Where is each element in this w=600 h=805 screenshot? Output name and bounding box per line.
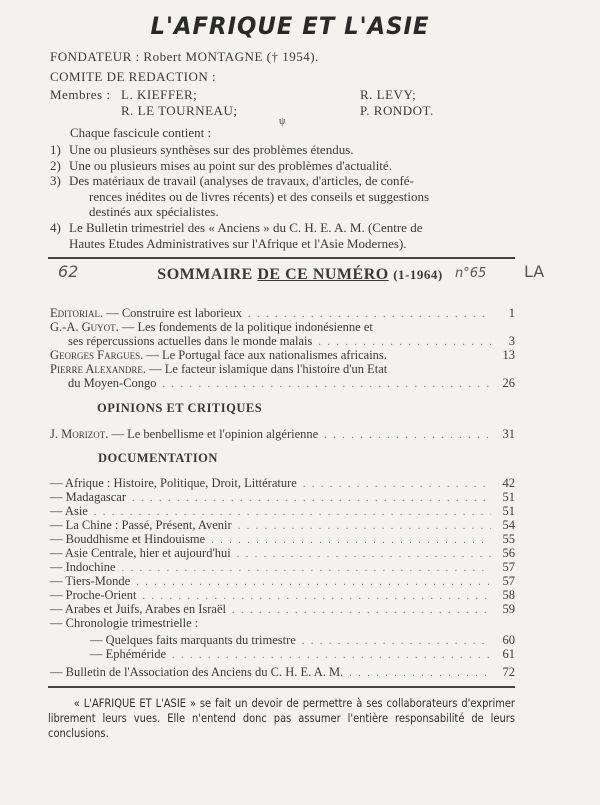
dot-leader xyxy=(303,478,491,492)
section-heading-documentation: DOCUMENTATION xyxy=(98,451,218,465)
issue-number: (1-1964) xyxy=(393,267,443,282)
handwritten-note: LA xyxy=(524,262,545,281)
toc-entry[interactable] xyxy=(50,306,515,320)
list-item xyxy=(50,220,515,251)
item-text: Des matériaux de travail (analyses de travaux, d'articles, de confé- xyxy=(69,173,414,189)
dot-leader xyxy=(237,548,491,562)
author: Georges Fargues. xyxy=(50,348,144,362)
divider xyxy=(48,686,515,688)
summary-title-b: DE CE NUMÉRO xyxy=(257,266,389,283)
toc-entry-continued xyxy=(50,334,515,348)
article-title: — Tiers-Monde xyxy=(50,574,131,588)
toc-entry[interactable] xyxy=(50,574,515,588)
member: L. KIEFFER; xyxy=(121,87,198,102)
page-number: 51 xyxy=(502,504,515,518)
author: J. Morizot. xyxy=(50,427,109,441)
page-number: 51 xyxy=(502,490,515,504)
toc-entry[interactable] xyxy=(50,647,515,665)
article-title: — La Chine : Passé, Présent, Avenir xyxy=(50,518,232,532)
member: R. LE TOURNEAU; xyxy=(121,103,238,118)
page-number: 31 xyxy=(502,427,515,441)
page-number: 3 xyxy=(508,334,515,348)
page-number: 57 xyxy=(502,560,515,574)
item-number: 2) xyxy=(50,157,61,173)
toc-entry[interactable] xyxy=(50,490,515,504)
article-title: — Quelques faits marquants du trimestre xyxy=(90,633,296,647)
page-number: 72 xyxy=(502,665,515,679)
article-title: — Indochine xyxy=(50,560,116,574)
toc-entry[interactable] xyxy=(50,504,515,518)
page-number: 26 xyxy=(502,376,515,390)
toc-entry[interactable] xyxy=(50,532,515,546)
dot-leader xyxy=(122,562,491,576)
page-number: 55 xyxy=(502,532,515,546)
member: R. LEVY; xyxy=(360,87,417,102)
committee-label: COMITE DE REDACTION : xyxy=(50,69,217,84)
article-title: — Arabes et Juifs, Arabes en Israël xyxy=(50,602,226,616)
member: P. RONDOT. xyxy=(360,103,434,118)
article-title: — Le benbellisme et l'opinion algérienne xyxy=(111,427,319,441)
toc-entry[interactable] xyxy=(50,665,515,679)
page-number: 54 xyxy=(502,518,515,532)
item-number: 4) xyxy=(50,219,61,235)
contents-heading: Chaque fascicule contient : xyxy=(70,125,212,140)
page-number: 13 xyxy=(502,348,515,362)
page-number: 61 xyxy=(502,647,515,661)
article-title: — Ephéméride xyxy=(90,647,167,661)
founder-name: Robert MONTAGNE († 1954). xyxy=(143,49,319,64)
toc-entry[interactable] xyxy=(50,633,515,647)
page-number: 60 xyxy=(502,633,515,647)
opinions-list xyxy=(50,427,515,441)
item-number: 1) xyxy=(50,142,61,157)
dot-leader xyxy=(172,649,491,663)
article-title: — Asie Centrale, hier et aujourd'hui xyxy=(50,546,231,560)
toc-entry-continued xyxy=(50,376,515,392)
list-item xyxy=(50,173,515,220)
author: Pierre Alexandre. xyxy=(50,362,147,376)
toc-entry[interactable] xyxy=(50,348,515,362)
dot-leader xyxy=(302,635,491,649)
article-title: ses répercussions actuelles dans le monde malais xyxy=(68,334,313,348)
dot-leader xyxy=(324,429,491,443)
toc-entry[interactable] xyxy=(50,602,515,616)
toc-entry[interactable] xyxy=(50,476,515,490)
page-number: 57 xyxy=(502,574,515,588)
article-title: — Madagascar xyxy=(50,490,127,504)
item-text: Hautes Etudes Administratives sur l'Afrique et l'Asie Modernes). xyxy=(69,235,407,251)
article-title: — Le facteur islamique dans l'histoire d'un Etat xyxy=(149,362,388,376)
toc-entry[interactable] xyxy=(50,588,515,602)
ornament: ψ xyxy=(279,116,286,127)
toc-entry[interactable] xyxy=(50,546,515,560)
members-label: Membres : xyxy=(50,87,111,102)
article-title: — Afrique : Histoire, Politique, Droit, Littérature xyxy=(50,476,297,490)
journal-title: L'AFRIQUE ET L'ASIE xyxy=(150,12,430,40)
page-number: 1 xyxy=(508,306,515,320)
article-title: — Construire est laborieux xyxy=(106,306,242,320)
toc-entry[interactable] xyxy=(50,320,515,334)
item-text: Une ou plusieurs mises au point sur des problèmes d'actualité. xyxy=(69,157,392,173)
article-title: — Les fondements de la politique indonésienne et xyxy=(121,320,373,334)
author: Editorial. xyxy=(50,306,104,320)
article-title: — Le Portugal face aux nationalismes africains. xyxy=(146,348,387,362)
page-number: 58 xyxy=(502,588,515,602)
section-title: — Chronologie trimestrielle : xyxy=(50,616,199,630)
item-number: 3) xyxy=(50,173,61,189)
dot-leader xyxy=(238,520,491,534)
item-text: Une ou plusieurs synthèses sur des problèmes étendus. xyxy=(69,142,354,157)
article-title: — Bulletin de l'Association des Anciens du C. H. E. A. M. xyxy=(50,665,344,679)
item-text: rences inédites ou de livres récents) et des conseils et suggestions xyxy=(89,188,430,204)
contents-list xyxy=(50,142,515,251)
item-text: destinés aux spécialistes. xyxy=(89,204,219,220)
handwritten-note: 62 xyxy=(58,262,79,281)
toc-entry[interactable] xyxy=(50,362,515,376)
toc-entry[interactable] xyxy=(50,427,515,441)
toc-entry xyxy=(50,616,515,633)
documentation-list xyxy=(50,476,515,616)
dot-leader xyxy=(349,667,491,681)
item-text: Le Bulletin trimestriel des « Anciens » du C. H. E. A. M. (Centre de xyxy=(69,219,423,235)
divider xyxy=(48,257,515,259)
dot-leader xyxy=(211,534,491,548)
article-title: — Bouddhisme et Hindouisme xyxy=(50,532,206,546)
handwritten-issue-number: n°65 xyxy=(455,266,487,281)
list-item xyxy=(50,158,515,174)
article-title: — Asie xyxy=(50,504,88,518)
founder-line xyxy=(50,49,319,65)
articles-list xyxy=(50,306,515,392)
dot-leader xyxy=(136,576,491,590)
page-number: 42 xyxy=(502,476,515,490)
toc-entry[interactable] xyxy=(50,560,515,574)
article-title: du Moyen-Congo xyxy=(68,376,157,390)
article-title: — Proche-Orient xyxy=(50,588,137,602)
page-number: 56 xyxy=(502,546,515,560)
dot-leader xyxy=(163,378,491,392)
disclaimer: « L'AFRIQUE ET L'ASIE » se fait un devoir de permettre à ses collaborateurs d'exprimer librement leurs vues. Elle n'entend donc pas assumer l'entière responsabilité de leurs conclusions. xyxy=(48,696,515,740)
chronology-list xyxy=(50,616,515,679)
author: G.-A. Guyot. xyxy=(50,320,119,334)
dot-leader xyxy=(132,492,491,506)
founder-label: FONDATEUR : xyxy=(50,49,140,64)
toc-entry[interactable] xyxy=(50,518,515,532)
section-heading-opinions: OPINIONS ET CRITIQUES xyxy=(97,401,263,415)
list-item xyxy=(50,142,515,158)
summary-title xyxy=(0,266,600,284)
page-number: 59 xyxy=(502,602,515,616)
summary-title-a: SOMMAIRE xyxy=(157,266,253,283)
